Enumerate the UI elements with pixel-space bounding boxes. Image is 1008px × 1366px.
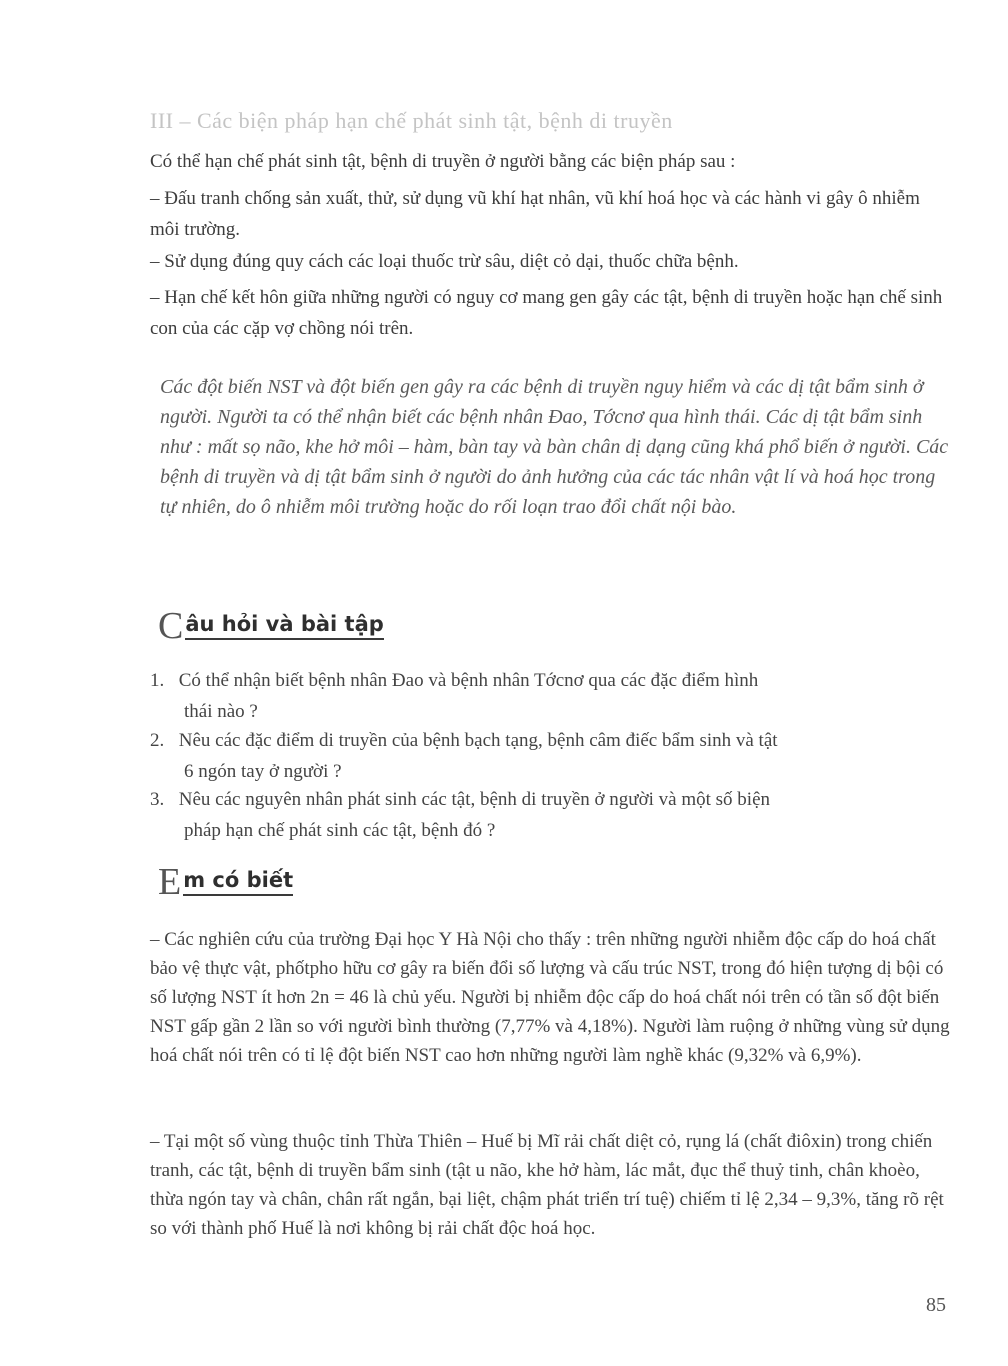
did-you-know-heading-text: m có biết [183,868,293,896]
questions-heading-text: âu hỏi và bài tập [185,612,383,640]
question-number: 3. [150,789,165,810]
section-title: III – Các biện pháp hạn chế phát sinh tật, bệnh di truyền [150,108,673,133]
page-number: 85 [926,1294,946,1316]
question-number: 2. [150,730,165,751]
fact-paragraph-1: – Các nghiên cứu của trường Đại học Y Hà Nội cho thấy : trên những người nhiễm độc cấp do hoá chất bảo vệ thực vật, phốtpho hữu cơ gây ra biến đổi số lượng và cấu trúc NST, trong đó hiện tượng dị bội có số lượng NST ít hơn 2n = 46 là chủ yếu. Người bị nhiễm độc cấp do hoá chất nói trên có tần số đột biến NST gấp gần 2 lần so với người bình thường (7,77% và 4,18%). Người làm ruộng ở những vùng sử dụng hoá chất nói trên có tỉ lệ đột biến NST cao hơn những người làm nghề khác (9,32% và 6,9%). [150,929,950,1066]
measure-1: – Đấu tranh chống sản xuất, thử, sử dụng vũ khí hạt nhân, vũ khí hoá học và các hành vi gây ô nhiễm môi trường. [150,188,920,240]
question-3 [150,784,950,846]
section-intro: Có thể hạn chế phát sinh tật, bệnh di truyền ở người bằng các biện pháp sau : [150,151,736,172]
question-2 [150,725,950,787]
questions-heading [158,605,384,647]
did-you-know-heading-initial: E [158,861,182,903]
question-text-cont: pháp hạn chế phát sinh các tật, bệnh đó ? [184,820,496,841]
measure-3: – Hạn chế kết hôn giữa những người có nguy cơ mang gen gây các tật, bệnh di truyền hoặc hạn chế sinh con của các cặp vợ chồng nói trên. [150,287,943,339]
question-text-cont: 6 ngón tay ở người ? [184,761,342,782]
question-text: Nêu các nguyên nhân phát sinh các tật, bệnh di truyền ở người và một số biện [178,789,771,810]
question-text: Nêu các đặc điểm di truyền của bệnh bạch tạng, bệnh câm điếc bẩm sinh và tật [178,730,778,751]
summary-box: Các đột biến NST và đột biến gen gây ra các bệnh di truyền nguy hiểm và các dị tật bẩm sinh ở người. Người ta có thể nhận biết các bệnh nhân Đao, Tớcnơ qua hình thái. Các dị tật bẩm sinh như : mất sọ não, khe hở môi – hàm, bàn tay và bàn chân dị dạng cũng khá phổ biến ở người. Các bệnh di truyền và dị tật bẩm sinh ở người do ảnh hưởng của các tác nhân vật lí và hoá học trong tự nhiên, do ô nhiễm môi trường hoặc do rối loạn trao đổi chất nội bào. [160,376,949,518]
question-1 [150,665,950,727]
question-text: Có thể nhận biết bệnh nhân Đao và bệnh nhân Tớcnơ qua các đặc điểm hình [178,670,759,691]
fact-paragraph-2: – Tại một số vùng thuộc tỉnh Thừa Thiên – Huế bị Mĩ rải chất diệt cỏ, rụng lá (chất điôxin) trong chiến tranh, các tật, bệnh di truyền bẩm sinh (tật u não, khe hở hàm, lác mắt, đục thể thuỷ tinh, chân khoèo, thừa ngón tay và chân, chân rất ngắn, bại liệt, chậm phát triển trí tuệ) chiếm tỉ lệ 2,34 – 9,3%, tăng rõ rệt so với thành phố Huế là nơi không bị rải chất độc hoá học. [150,1131,944,1239]
questions-heading-initial: C [158,605,184,647]
question-number: 1. [150,670,165,691]
question-text-cont: thái nào ? [184,701,258,722]
measure-2: – Sử dụng đúng quy cách các loại thuốc trừ sâu, diệt cỏ dại, thuốc chữa bệnh. [150,251,739,272]
did-you-know-heading [158,861,294,903]
